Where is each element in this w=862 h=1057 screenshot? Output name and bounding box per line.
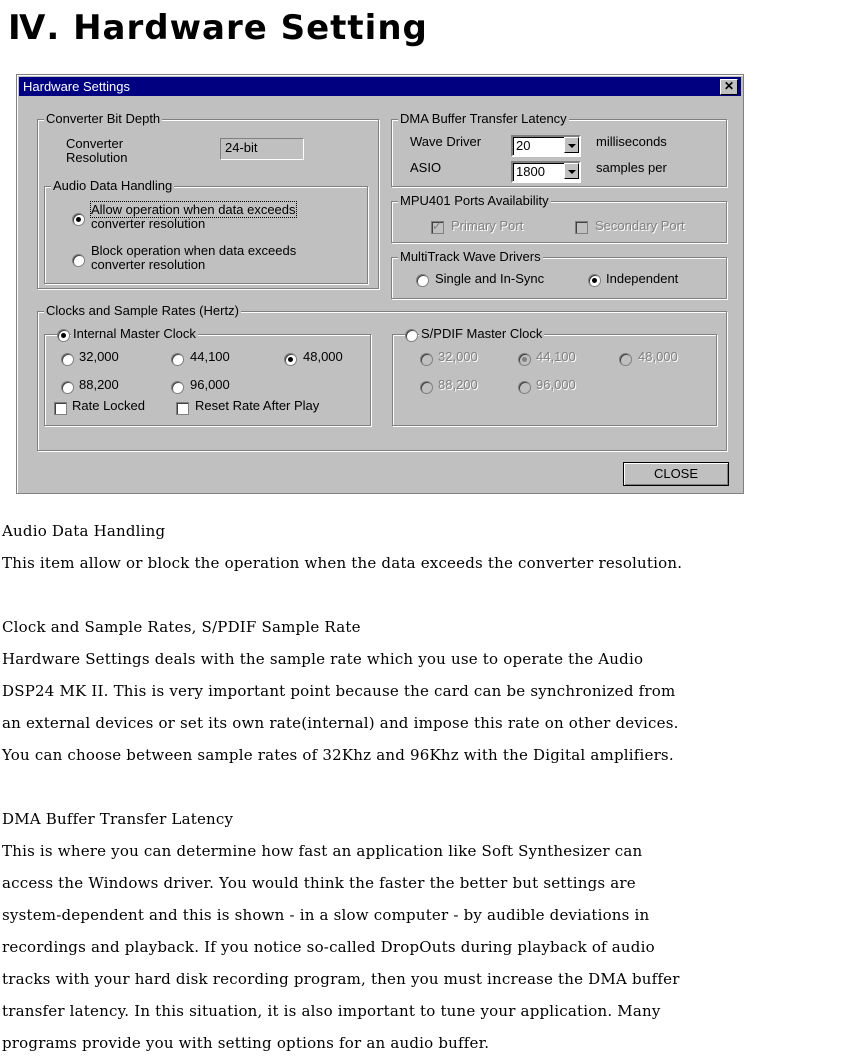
spdif-clock-label[interactable]: S/PDIF Master Clock — [421, 326, 543, 341]
paragraph-line: an external devices or set its own rate(internal) and impose this rate on other devices. — [2, 714, 679, 732]
rate-locked-checkbox[interactable] — [54, 402, 67, 415]
spdif-rate-96000-radio[interactable] — [518, 381, 531, 394]
dma-latency-caption: DMA Buffer Transfer Latency — [400, 111, 567, 126]
internal-clock-group — [44, 326, 371, 426]
paragraph-line: This is where you can determine how fast an application like Soft Synthesizer can — [2, 842, 643, 860]
paragraph-line: This item allow or block the operation when the data exceeds the converter resolution. — [2, 554, 683, 572]
resolution-label: Resolution — [66, 150, 128, 165]
spdif-rate-96000-label: 96,000 — [536, 377, 576, 392]
spdif-rate-44100-radio[interactable] — [518, 353, 531, 366]
allow-operation-label-2[interactable]: converter resolution — [91, 216, 206, 231]
asio-unit: samples per — [596, 160, 667, 175]
spdif-rate-48000-label: 48,000 — [638, 349, 678, 364]
converter-bit-depth-caption: Converter Bit Depth — [46, 111, 161, 126]
single-in-sync-radio[interactable] — [416, 274, 429, 287]
paragraph-line: access the Windows driver. You would think the faster the better but settings are — [2, 874, 636, 892]
wave-driver-select[interactable] — [511, 135, 581, 157]
rate-48000-label[interactable]: 48,000 — [303, 349, 343, 364]
rate-88200-label[interactable]: 88,200 — [79, 377, 119, 392]
clocks-sample-rates-group — [37, 303, 727, 451]
multitrack-drivers-group — [391, 249, 727, 299]
rate-88200-radio[interactable] — [61, 381, 74, 394]
converter-bit-depth-group — [37, 111, 379, 289]
rate-44100-label[interactable]: 44,100 — [190, 349, 230, 364]
spdif-clock-radio[interactable] — [405, 329, 418, 342]
rate-96000-radio[interactable] — [171, 381, 184, 394]
dma-latency-group — [391, 111, 727, 187]
spdif-rate-32000-radio[interactable] — [420, 353, 433, 366]
converter-label: Converter — [66, 136, 124, 151]
allow-operation-label-1[interactable]: Allow operation when data exceeds — [91, 202, 296, 217]
asio-label: ASIO — [410, 160, 442, 175]
reset-rate-checkbox[interactable] — [176, 402, 189, 415]
audio-data-handling-group — [44, 178, 368, 284]
rate-32000-label[interactable]: 32,000 — [79, 349, 119, 364]
reset-rate-label[interactable]: Reset Rate After Play — [195, 398, 320, 413]
block-operation-label-1[interactable]: Block operation when data exceeds — [91, 243, 297, 258]
paragraph-line: recordings and playback. If you notice so-called DropOuts during playback of audio — [2, 938, 655, 956]
rate-96000-label[interactable]: 96,000 — [190, 377, 230, 392]
paragraph-line: programs provide you with setting options for an audio buffer. — [2, 1034, 490, 1052]
block-operation-label-2[interactable]: converter resolution — [91, 257, 206, 272]
mpu401-ports-group — [391, 193, 727, 243]
dialog-title: Hardware Settings — [23, 79, 130, 94]
rate-locked-label[interactable]: Rate Locked — [72, 398, 145, 413]
mpu401-ports-caption: MPU401 Ports Availability — [400, 193, 549, 208]
internal-clock-label[interactable]: Internal Master Clock — [73, 326, 196, 341]
secondary-port-checkbox[interactable] — [575, 221, 588, 234]
primary-port-label: Primary Port — [451, 218, 524, 233]
section-heading: DMA Buffer Transfer Latency — [2, 810, 234, 828]
rate-32000-radio[interactable] — [61, 353, 74, 366]
section-heading: Audio Data Handling — [2, 522, 166, 540]
spdif-rate-88200-radio[interactable] — [420, 381, 433, 394]
rate-44100-radio[interactable] — [171, 353, 184, 366]
multitrack-drivers-caption: MultiTrack Wave Drivers — [400, 249, 541, 264]
block-operation-radio[interactable] — [72, 254, 85, 267]
hardware-settings-dialog — [16, 74, 744, 494]
independent-radio[interactable] — [588, 274, 601, 287]
close-icon[interactable]: ✕ — [720, 79, 738, 95]
spdif-rate-88200-label: 88,200 — [438, 377, 478, 392]
internal-clock-radio[interactable] — [57, 329, 70, 342]
asio-select[interactable] — [511, 161, 581, 183]
spdif-clock-group — [392, 326, 717, 426]
audio-data-handling-caption: Audio Data Handling — [53, 178, 173, 193]
spdif-rate-48000-radio[interactable] — [619, 353, 632, 366]
clocks-sample-rates-caption: Clocks and Sample Rates (Hertz) — [46, 303, 239, 318]
paragraph-line: DSP24 MK II. This is very important point because the card can be synchronized from — [2, 682, 676, 700]
paragraph-line: system-dependent and this is shown - in a slow computer - by audible deviations in — [2, 906, 650, 924]
page-heading: Ⅳ. Hardware Setting — [8, 8, 428, 48]
single-in-sync-label[interactable]: Single and In-Sync — [435, 271, 545, 286]
primary-port-checkbox[interactable] — [431, 221, 444, 234]
spdif-rate-32000-label: 32,000 — [438, 349, 478, 364]
secondary-port-label: Secondary Port — [595, 218, 685, 233]
allow-operation-radio[interactable] — [72, 213, 85, 226]
asio-value: 1800 — [516, 164, 545, 179]
spdif-rate-44100-label: 44,100 — [536, 349, 576, 364]
section-heading: Clock and Sample Rates, S/PDIF Sample Rate — [2, 618, 361, 636]
paragraph-line: You can choose between sample rates of 32Khz and 96Khz with the Digital amplifiers. — [2, 746, 674, 764]
chevron-down-icon[interactable] — [564, 137, 579, 153]
wave-driver-value: 20 — [516, 138, 531, 153]
chevron-down-icon[interactable] — [564, 163, 579, 179]
converter-resolution-field: 24-bit — [220, 138, 304, 160]
independent-label[interactable]: Independent — [606, 271, 679, 286]
paragraph-line: tracks with your hard disk recording program, then you must increase the DMA buffer — [2, 970, 680, 988]
dialog-titlebar[interactable] — [19, 77, 741, 96]
close-button[interactable]: CLOSE — [623, 462, 729, 486]
paragraph-line: transfer latency. In this situation, it is also important to tune your application. Many — [2, 1002, 661, 1020]
wave-driver-label: Wave Driver — [410, 134, 482, 149]
rate-48000-radio[interactable] — [284, 353, 297, 366]
paragraph-line: Hardware Settings deals with the sample rate which you use to operate the Audio — [2, 650, 644, 668]
wave-driver-unit: milliseconds — [596, 134, 667, 149]
